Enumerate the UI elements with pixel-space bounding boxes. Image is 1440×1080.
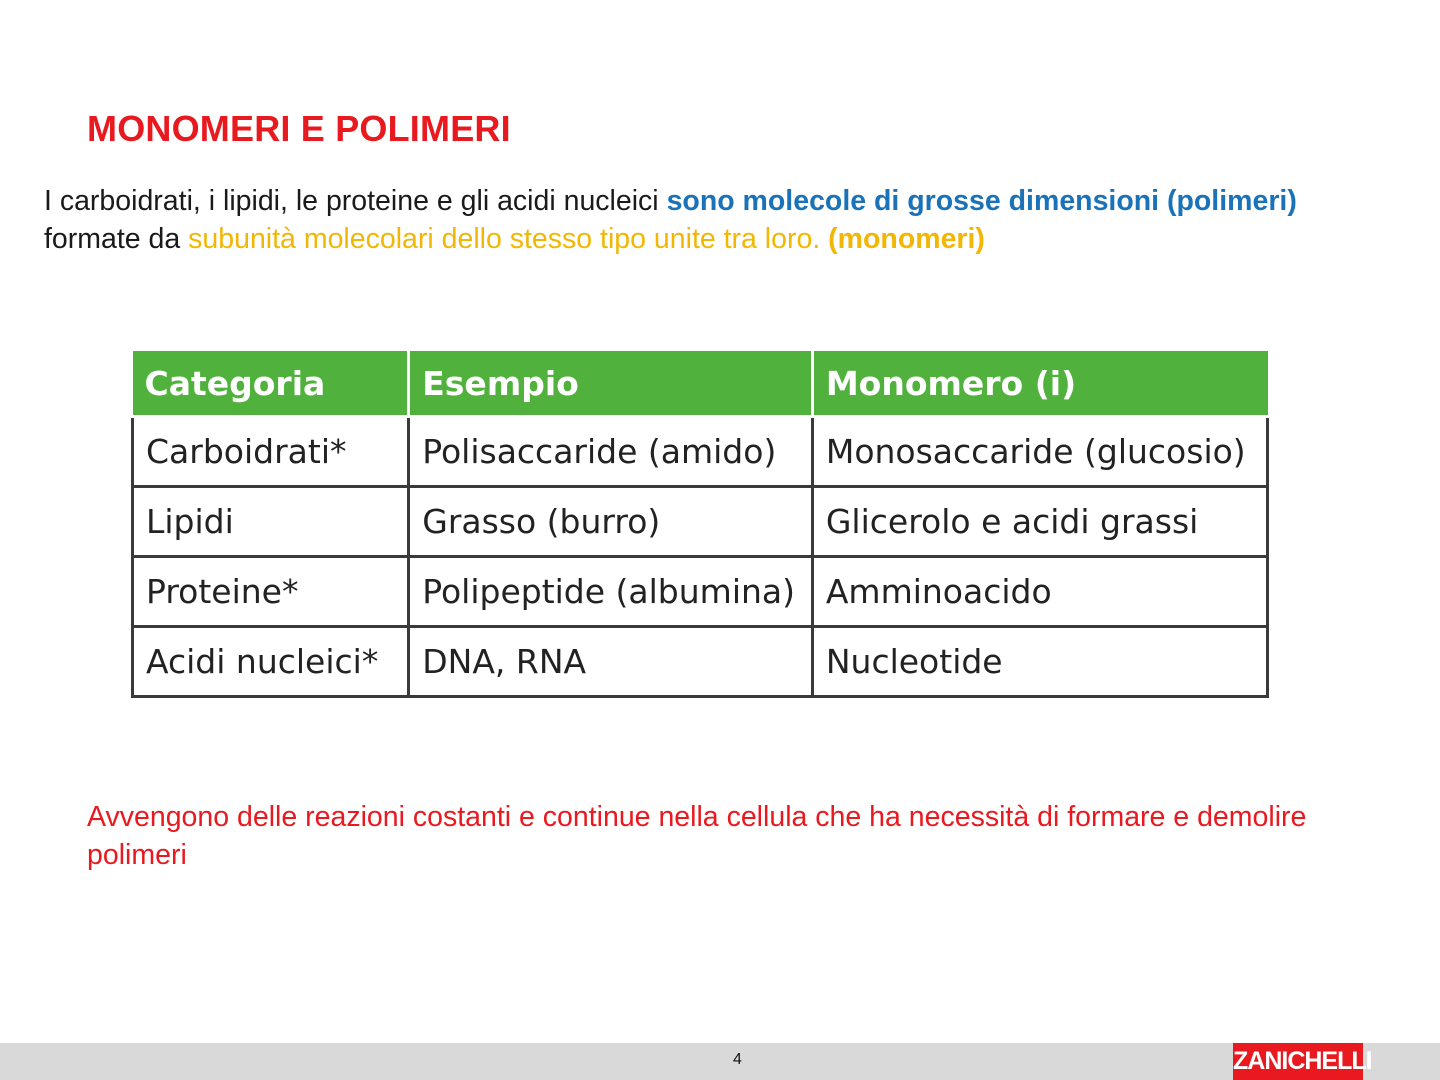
table-cell: Proteine* (133, 557, 409, 627)
table-row (133, 627, 1268, 697)
table-cell: Acidi nucleici* (133, 627, 409, 697)
monomers-table-container (131, 351, 1269, 697)
table-cell: Grasso (burro) (409, 487, 813, 557)
header-esempio: Esempio (409, 351, 813, 417)
intro-paragraph (44, 182, 1374, 258)
table-cell: DNA, RNA (409, 627, 813, 697)
intro-highlight-polimeri: sono molecole di grosse dimensioni (polimeri) (666, 185, 1297, 217)
table-cell: Carboidrati* (133, 417, 409, 487)
table-cell: Nucleotide (812, 627, 1267, 697)
intro-highlight-subunita: subunità molecolari dello stesso tipo unite tra loro. (188, 223, 829, 255)
monomers-table (131, 351, 1269, 698)
note-text: Avvengono delle reazioni costanti e continue nella cellula che ha necessità di formare e demolire polimeri (87, 801, 1307, 871)
intro-text: I carboidrati, i lipidi, le proteine e gli acidi nucleici (44, 185, 667, 217)
table-cell: Polisaccaride (amido) (409, 417, 813, 487)
table-row (133, 557, 1268, 627)
table-cell: Glicerolo e acidi grassi (812, 487, 1267, 557)
zanichelli-logo: ZANICHELLI (1233, 1043, 1363, 1080)
table-cell: Lipidi (133, 487, 409, 557)
page-number: 4 (733, 1051, 742, 1068)
footer-bar (0, 1043, 1440, 1080)
table-cell: Monosaccaride (glucosio) (812, 417, 1267, 487)
table-row (133, 487, 1268, 557)
intro-text-connector: formate da (44, 223, 189, 255)
table-cell: Polipeptide (albumina) (409, 557, 813, 627)
intro-highlight-monomeri: (monomeri) (828, 223, 985, 255)
table-cell: Amminoacido (812, 557, 1267, 627)
slide-title: MONOMERI E POLIMERI (87, 108, 511, 149)
header-categoria: Categoria (133, 351, 409, 417)
table-header-row (133, 351, 1268, 417)
table-row (133, 417, 1268, 487)
header-monomero: Monomero (i) (812, 351, 1267, 417)
